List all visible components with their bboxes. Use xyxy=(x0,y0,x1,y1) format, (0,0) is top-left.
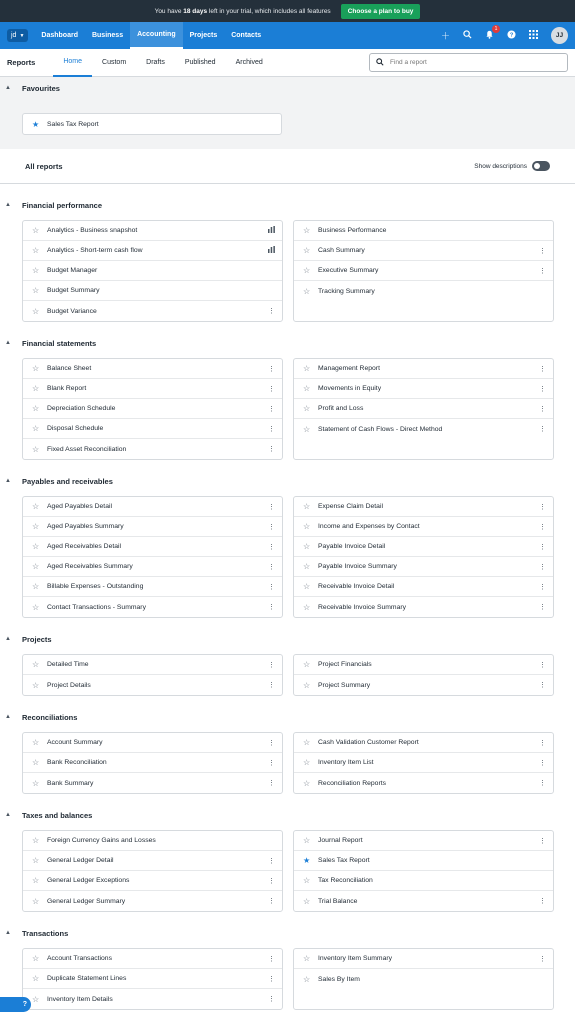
choose-plan-button[interactable]: Choose a plan to buy xyxy=(341,4,421,19)
more-options-icon[interactable]: ⋮ xyxy=(268,385,275,393)
star-outline-icon[interactable]: ☆ xyxy=(32,582,40,591)
report-label: Fixed Asset Reconciliation xyxy=(47,445,127,453)
star-outline-icon[interactable]: ☆ xyxy=(303,226,311,235)
star-outline-icon[interactable]: ☆ xyxy=(303,424,311,434)
report-row-payable-invoice-detail[interactable] xyxy=(294,537,553,557)
report-label: Aged Receivables Detail xyxy=(47,543,122,550)
star-outline-icon[interactable]: ☆ xyxy=(303,384,311,393)
search-icon xyxy=(376,58,384,68)
report-row-project-financials[interactable] xyxy=(294,655,553,675)
app-grid-icon[interactable] xyxy=(529,30,538,41)
tab-custom[interactable]: Custom xyxy=(102,59,127,66)
star-outline-icon[interactable]: ☆ xyxy=(32,306,40,316)
tab-home[interactable]: Home xyxy=(53,49,92,77)
report-list-left xyxy=(22,830,283,912)
category-title: Financial statements xyxy=(22,338,97,348)
report-row-general-ledger-detail[interactable] xyxy=(23,851,282,871)
category-reconciliations xyxy=(0,707,575,788)
star-outline-icon[interactable]: ☆ xyxy=(303,364,311,373)
top-navigation xyxy=(0,22,575,49)
report-row-profit-and-loss[interactable] xyxy=(294,399,553,419)
star-outline-icon[interactable]: ☆ xyxy=(32,680,40,690)
more-options-icon[interactable]: ⋮ xyxy=(268,446,275,453)
star-outline-icon[interactable]: ☆ xyxy=(32,364,40,373)
report-row-cash-summary[interactable] xyxy=(294,241,553,261)
star-outline-icon[interactable]: ☆ xyxy=(32,954,40,963)
report-row-budget-manager[interactable] xyxy=(23,261,282,281)
report-label: General Ledger Detail xyxy=(47,857,114,864)
report-row-tracking-summary[interactable] xyxy=(294,281,553,301)
report-label: Blank Report xyxy=(47,385,87,392)
chevron-up-icon: ▲ xyxy=(5,930,11,936)
category-projects xyxy=(0,629,575,690)
more-options-icon[interactable]: ⋮ xyxy=(539,604,546,611)
star-outline-icon[interactable]: ☆ xyxy=(303,542,311,551)
toggle-label: Show descriptions xyxy=(474,162,527,170)
report-row-management-report[interactable] xyxy=(294,359,553,379)
report-label: Bank Summary xyxy=(47,779,94,787)
report-row-analytics-business-snapshot[interactable] xyxy=(23,221,282,241)
category-title: Projects xyxy=(22,634,52,644)
star-outline-icon[interactable]: ☆ xyxy=(303,266,311,275)
report-label: Inventory Item List xyxy=(318,759,374,766)
report-label: Management Report xyxy=(318,365,380,372)
more-options-icon[interactable]: ⋮ xyxy=(268,759,275,767)
report-row-account-transactions[interactable] xyxy=(23,949,282,969)
report-label: Tax Reconciliation xyxy=(318,877,373,884)
report-row-receivable-invoice-summary[interactable] xyxy=(294,597,553,617)
more-options-icon[interactable]: ⋮ xyxy=(268,996,275,1003)
report-list-right xyxy=(293,830,554,912)
star-outline-icon[interactable]: ☆ xyxy=(32,562,40,571)
report-row-trial-balance[interactable] xyxy=(294,891,553,911)
report-label: Aged Payables Detail xyxy=(47,503,112,510)
more-options-icon[interactable]: ⋮ xyxy=(268,523,275,531)
nav-dashboard[interactable]: Dashboard xyxy=(41,32,78,39)
nav-projects[interactable]: Projects xyxy=(189,32,218,39)
more-options-icon[interactable]: ⋮ xyxy=(268,563,275,571)
report-row-fixed-asset-reconciliation[interactable] xyxy=(23,439,282,459)
category-payables-and-receivables xyxy=(0,471,575,612)
star-outline-icon[interactable]: ☆ xyxy=(32,778,40,788)
more-options-icon[interactable]: ⋮ xyxy=(539,267,546,275)
report-row-contact-transactions-summary[interactable] xyxy=(23,597,282,617)
nav-business[interactable]: Business xyxy=(91,32,124,39)
more-options-icon[interactable]: ⋮ xyxy=(268,739,275,747)
report-list-left xyxy=(22,220,283,322)
chevron-up-icon: ▲ xyxy=(5,714,11,720)
more-options-icon[interactable]: ⋮ xyxy=(539,247,546,255)
star-outline-icon[interactable]: ☆ xyxy=(303,738,311,747)
report-label: Income and Expenses by Contact xyxy=(318,523,420,530)
report-list-left xyxy=(22,654,283,696)
search-input[interactable] xyxy=(390,59,567,66)
category-title: Payables and receivables xyxy=(22,476,113,486)
star-outline-icon[interactable]: ☆ xyxy=(32,522,40,531)
star-outline-icon[interactable]: ☆ xyxy=(32,226,40,235)
star-outline-icon[interactable]: ☆ xyxy=(32,384,40,393)
category-title: Reconciliations xyxy=(22,712,78,722)
report-label: Detailed Time xyxy=(47,661,89,668)
star-outline-icon[interactable]: ☆ xyxy=(32,266,40,275)
report-row-budget-variance[interactable] xyxy=(23,301,282,321)
report-label: Profit and Loss xyxy=(318,405,364,412)
report-row-aged-receivables-detail[interactable] xyxy=(23,537,282,557)
report-row-journal-report[interactable] xyxy=(294,831,553,851)
notification-badge: 1 xyxy=(492,25,500,33)
report-label: Cash Validation Customer Report xyxy=(318,739,419,746)
report-label: Payable Invoice Summary xyxy=(318,563,397,570)
help-icon[interactable] xyxy=(507,30,516,41)
report-row-analytics-short-term-cash-flow[interactable] xyxy=(23,241,282,261)
report-label: Budget Manager xyxy=(47,267,98,274)
category-transactions xyxy=(0,923,575,1004)
report-label: Inventory Item Summary xyxy=(318,955,393,962)
more-options-icon[interactable]: ⋮ xyxy=(268,405,275,413)
report-label: Sales Tax Report xyxy=(47,120,99,128)
more-options-icon[interactable]: ⋮ xyxy=(539,563,546,571)
page-title: Reports xyxy=(7,58,36,67)
main-nav xyxy=(34,22,268,49)
chevron-up-icon: ▲ xyxy=(5,85,11,91)
report-row-cash-validation-customer-report[interactable] xyxy=(294,733,553,753)
report-label: Payable Invoice Detail xyxy=(318,543,386,550)
favourites-card xyxy=(22,113,282,135)
star-filled-icon[interactable]: ★ xyxy=(32,119,40,129)
report-row-balance-sheet[interactable] xyxy=(23,359,282,379)
report-label: General Ledger Summary xyxy=(47,897,126,905)
report-label: Receivable Invoice Detail xyxy=(318,583,395,590)
nav-accounting[interactable]: Accounting xyxy=(130,22,183,49)
report-row-account-summary[interactable] xyxy=(23,733,282,753)
more-options-icon[interactable]: ⋮ xyxy=(539,661,546,669)
report-label: Analytics - Short-term cash flow xyxy=(47,247,143,254)
more-options-icon[interactable]: ⋮ xyxy=(268,503,275,511)
star-outline-icon[interactable]: ☆ xyxy=(303,758,311,767)
report-label: Reconciliation Reports xyxy=(318,779,387,787)
report-row-billable-expenses-outstanding[interactable] xyxy=(23,577,282,597)
bar-chart-icon xyxy=(268,246,275,255)
more-options-icon[interactable]: ⋮ xyxy=(268,955,275,963)
tab-drafts[interactable]: Drafts xyxy=(146,59,165,66)
find-report-search[interactable] xyxy=(369,53,568,72)
star-outline-icon[interactable]: ☆ xyxy=(303,954,311,963)
more-options-icon[interactable]: ⋮ xyxy=(539,385,546,393)
report-label: Aged Receivables Summary xyxy=(47,563,133,570)
star-outline-icon[interactable]: ☆ xyxy=(303,562,311,571)
user-avatar[interactable]: JJ xyxy=(551,27,568,44)
report-row-duplicate-statement-lines[interactable] xyxy=(23,969,282,989)
report-row-aged-payables-summary[interactable] xyxy=(23,517,282,537)
report-label: Project Financials xyxy=(318,661,372,668)
star-outline-icon[interactable]: ☆ xyxy=(303,974,311,984)
report-label: Disposal Schedule xyxy=(47,425,104,432)
report-list-right xyxy=(293,496,554,618)
tab-published[interactable]: Published xyxy=(184,59,216,66)
star-outline-icon[interactable]: ☆ xyxy=(303,246,311,255)
star-outline-icon[interactable]: ☆ xyxy=(32,286,40,295)
more-options-icon[interactable]: ⋮ xyxy=(539,426,546,433)
report-row-inventory-item-summary[interactable] xyxy=(294,949,553,969)
nav-contacts[interactable]: Contacts xyxy=(231,32,262,39)
report-row-foreign-currency-gains-and-losses[interactable] xyxy=(23,831,282,851)
more-options-icon[interactable]: ⋮ xyxy=(539,898,546,905)
star-outline-icon[interactable]: ☆ xyxy=(32,896,40,906)
chevron-down-icon: ▼ xyxy=(19,32,25,39)
star-outline-icon[interactable]: ☆ xyxy=(303,778,311,788)
chevron-up-icon: ▲ xyxy=(5,636,11,642)
bar-chart-icon xyxy=(268,226,275,235)
section-title: Favourites xyxy=(22,83,60,93)
more-options-icon[interactable]: ⋮ xyxy=(539,583,546,591)
report-row-reconciliation-reports[interactable] xyxy=(294,773,553,793)
report-row-business-performance[interactable] xyxy=(294,221,553,241)
report-list-right xyxy=(293,948,554,1010)
more-options-icon[interactable]: ⋮ xyxy=(539,365,546,373)
report-row-bank-reconciliation[interactable] xyxy=(23,753,282,773)
report-label: Business Performance xyxy=(318,227,387,234)
category-header[interactable] xyxy=(0,629,575,649)
report-list-left xyxy=(22,496,283,618)
report-row-executive-summary[interactable] xyxy=(294,261,553,281)
star-outline-icon[interactable]: ☆ xyxy=(303,502,311,511)
star-outline-icon[interactable]: ☆ xyxy=(303,660,311,669)
report-label: Billable Expenses - Outstanding xyxy=(47,583,144,590)
report-label: Project Summary xyxy=(318,681,371,689)
report-label: Analytics - Business snapshot xyxy=(47,227,138,234)
category-financial-statements xyxy=(0,333,575,454)
report-row-receivable-invoice-detail[interactable] xyxy=(294,577,553,597)
chevron-up-icon: ▲ xyxy=(5,202,11,208)
bell-icon[interactable] xyxy=(485,26,498,41)
category-financial-performance xyxy=(0,195,575,316)
more-options-icon[interactable]: ⋮ xyxy=(268,780,275,787)
star-outline-icon[interactable]: ☆ xyxy=(32,994,40,1004)
all-reports-header xyxy=(0,149,575,184)
report-row-aged-receivables-summary[interactable] xyxy=(23,557,282,577)
report-list-right xyxy=(293,220,554,322)
report-label: Executive Summary xyxy=(318,267,379,274)
report-row-general-ledger-exceptions[interactable] xyxy=(23,871,282,891)
report-label: Account Summary xyxy=(47,739,103,746)
category-header[interactable] xyxy=(0,471,575,491)
more-options-icon[interactable]: ⋮ xyxy=(539,759,546,767)
report-label: General Ledger Exceptions xyxy=(47,877,130,884)
more-options-icon[interactable]: ⋮ xyxy=(268,898,275,905)
category-header[interactable] xyxy=(0,333,575,353)
tab-archived[interactable]: Archived xyxy=(235,59,263,66)
star-outline-icon[interactable]: ☆ xyxy=(303,876,311,885)
report-label: Project Details xyxy=(47,681,91,689)
star-outline-icon[interactable]: ☆ xyxy=(32,444,40,454)
more-options-icon[interactable]: ⋮ xyxy=(539,955,546,963)
report-label: Statement of Cash Flows - Direct Method xyxy=(318,425,443,433)
category-header[interactable] xyxy=(0,195,575,215)
trial-message: You have 18 days left in your trial, which includes all features xyxy=(154,7,331,15)
more-options-icon[interactable]: ⋮ xyxy=(539,405,546,413)
star-outline-icon[interactable]: ☆ xyxy=(303,582,311,591)
favourites-section xyxy=(0,77,575,149)
star-outline-icon[interactable]: ☆ xyxy=(32,602,40,612)
report-row-general-ledger-summary[interactable] xyxy=(23,891,282,911)
report-label: Sales By Item xyxy=(318,975,360,983)
report-row-income-and-expenses-by-contact[interactable] xyxy=(294,517,553,537)
star-outline-icon[interactable]: ☆ xyxy=(32,404,40,413)
plus-icon[interactable]: ＋ xyxy=(440,31,450,41)
star-outline-icon[interactable]: ☆ xyxy=(303,522,311,531)
more-options-icon[interactable]: ⋮ xyxy=(268,543,275,551)
report-label: Bank Reconciliation xyxy=(47,759,107,766)
category-header[interactable] xyxy=(0,923,575,943)
star-outline-icon[interactable]: ☆ xyxy=(303,404,311,413)
report-label: Inventory Item Details xyxy=(47,995,113,1003)
report-label: Contact Transactions - Summary xyxy=(47,603,146,611)
star-filled-icon[interactable]: ★ xyxy=(303,856,311,865)
toggle-switch[interactable] xyxy=(532,161,550,171)
report-label: Trial Balance xyxy=(318,897,358,905)
report-row-bank-summary[interactable] xyxy=(23,773,282,793)
favourite-report-row[interactable] xyxy=(23,114,281,134)
more-options-icon[interactable]: ⋮ xyxy=(268,365,275,373)
report-label: Cash Summary xyxy=(318,247,365,254)
report-label: Expense Claim Detail xyxy=(318,503,383,510)
more-options-icon[interactable]: ⋮ xyxy=(268,661,275,669)
report-label: Receivable Invoice Summary xyxy=(318,603,407,611)
more-options-icon[interactable]: ⋮ xyxy=(268,583,275,591)
report-row-tax-reconciliation[interactable] xyxy=(294,871,553,891)
report-label: Tracking Summary xyxy=(318,287,375,295)
report-label: Duplicate Statement Lines xyxy=(47,975,127,982)
star-outline-icon[interactable]: ☆ xyxy=(32,424,40,433)
report-row-detailed-time[interactable] xyxy=(23,655,282,675)
category-header[interactable] xyxy=(0,805,575,825)
report-row-expense-claim-detail[interactable] xyxy=(294,497,553,517)
all-reports-title: All reports xyxy=(25,161,63,171)
report-row-depreciation-schedule[interactable] xyxy=(23,399,282,419)
report-list-left xyxy=(22,948,283,1010)
star-outline-icon[interactable]: ☆ xyxy=(32,660,40,669)
more-options-icon[interactable]: ⋮ xyxy=(268,877,275,885)
star-outline-icon[interactable]: ☆ xyxy=(32,856,40,865)
star-outline-icon[interactable]: ☆ xyxy=(32,836,40,845)
report-row-sales-by-item[interactable] xyxy=(294,969,553,989)
help-button[interactable] xyxy=(0,997,31,1012)
star-outline-icon[interactable]: ☆ xyxy=(303,680,311,690)
report-row-aged-payables-detail[interactable] xyxy=(23,497,282,517)
more-options-icon[interactable]: ⋮ xyxy=(539,523,546,531)
report-list-right xyxy=(293,358,554,460)
report-tabs xyxy=(53,49,272,77)
report-label: Movements in Equity xyxy=(318,385,382,392)
show-descriptions-toggle[interactable] xyxy=(474,161,550,171)
more-options-icon[interactable]: ⋮ xyxy=(268,308,275,315)
report-row-inventory-item-details[interactable] xyxy=(23,989,282,1009)
more-options-icon[interactable]: ⋮ xyxy=(268,975,275,983)
report-row-disposal-schedule[interactable] xyxy=(23,419,282,439)
report-row-statement-of-cash-flows-direct-method[interactable] xyxy=(294,419,553,439)
category-title: Transactions xyxy=(22,928,69,938)
more-options-icon[interactable]: ⋮ xyxy=(539,543,546,551)
report-list-left xyxy=(22,732,283,794)
star-outline-icon[interactable]: ☆ xyxy=(32,876,40,885)
more-options-icon[interactable]: ⋮ xyxy=(539,682,546,689)
chevron-up-icon: ▲ xyxy=(5,340,11,346)
report-list-right xyxy=(293,654,554,696)
report-label: Account Transactions xyxy=(47,955,112,962)
favourites-header[interactable] xyxy=(0,77,575,99)
chevron-up-icon: ▲ xyxy=(5,812,11,818)
report-row-budget-summary[interactable] xyxy=(23,281,282,301)
star-outline-icon[interactable]: ☆ xyxy=(303,286,311,296)
more-options-icon[interactable]: ⋮ xyxy=(268,425,275,433)
report-label: Journal Report xyxy=(318,837,363,844)
star-outline-icon[interactable]: ☆ xyxy=(32,738,40,747)
star-outline-icon[interactable]: ☆ xyxy=(303,602,311,612)
report-label: Depreciation Schedule xyxy=(47,405,116,412)
report-label: Foreign Currency Gains and Losses xyxy=(47,837,156,844)
trial-banner xyxy=(0,0,575,22)
svg-text:?: ? xyxy=(509,32,514,39)
report-label: Aged Payables Summary xyxy=(47,523,124,530)
more-options-icon[interactable]: ⋮ xyxy=(268,857,275,865)
category-taxes-and-balances xyxy=(0,805,575,906)
more-options-icon[interactable]: ⋮ xyxy=(268,604,275,611)
report-row-movements-in-equity[interactable] xyxy=(294,379,553,399)
star-outline-icon[interactable]: ☆ xyxy=(32,246,40,255)
star-outline-icon[interactable]: ☆ xyxy=(303,896,311,906)
organisation-switcher[interactable] xyxy=(7,29,28,42)
report-label: Budget Variance xyxy=(47,307,97,315)
org-initials: jd xyxy=(11,32,17,39)
star-outline-icon[interactable]: ☆ xyxy=(32,758,40,767)
report-row-inventory-item-list[interactable] xyxy=(294,753,553,773)
more-options-icon[interactable]: ⋮ xyxy=(268,682,275,689)
star-outline-icon[interactable]: ☆ xyxy=(32,542,40,551)
category-header[interactable] xyxy=(0,707,575,727)
star-outline-icon[interactable]: ☆ xyxy=(32,502,40,511)
report-label: Sales Tax Report xyxy=(318,857,370,864)
star-outline-icon[interactable]: ☆ xyxy=(32,974,40,983)
report-list-left xyxy=(22,358,283,460)
category-title: Taxes and balances xyxy=(22,810,93,820)
report-row-project-details[interactable] xyxy=(23,675,282,695)
more-options-icon[interactable]: ⋮ xyxy=(539,780,546,787)
more-options-icon[interactable]: ⋮ xyxy=(539,837,546,845)
report-label: Budget Summary xyxy=(47,287,100,294)
report-row-sales-tax-report[interactable] xyxy=(294,851,553,871)
report-row-blank-report[interactable] xyxy=(23,379,282,399)
category-title: Financial performance xyxy=(22,200,103,210)
help-badge: ? xyxy=(22,1001,27,1008)
chevron-up-icon: ▲ xyxy=(5,478,11,484)
report-label: Balance Sheet xyxy=(47,365,92,372)
report-row-project-summary[interactable] xyxy=(294,675,553,695)
more-options-icon[interactable]: ⋮ xyxy=(539,503,546,511)
more-options-icon[interactable]: ⋮ xyxy=(539,739,546,747)
report-list-right xyxy=(293,732,554,794)
star-outline-icon[interactable]: ☆ xyxy=(303,836,311,845)
reports-subnav xyxy=(0,49,575,77)
report-row-payable-invoice-summary[interactable] xyxy=(294,557,553,577)
search-icon[interactable] xyxy=(463,30,472,41)
